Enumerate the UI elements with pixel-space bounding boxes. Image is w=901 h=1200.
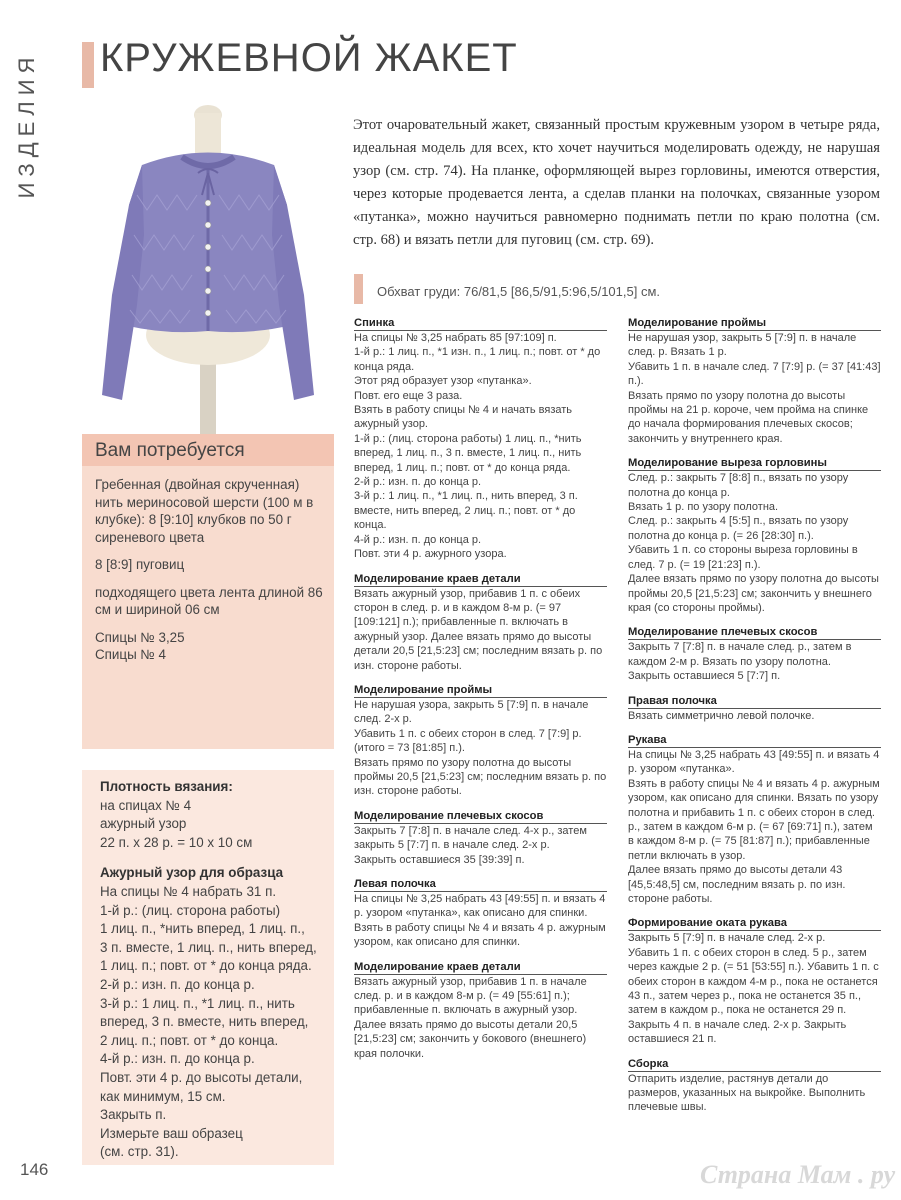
instruction-paragraph: Закрыть 5 [7:9] п. в начале след. 2-х р. — [628, 932, 826, 945]
text-line: 2-й р.: изн. п. до конца р. — [100, 976, 255, 992]
text-line: Повт. эти 4 р. до высоты детали, — [100, 1069, 303, 1085]
instructions-column-2 — [354, 316, 607, 1061]
instruction-paragraph: Закрыть оставшиеся 5 [7:7] п. — [628, 670, 781, 683]
bust-size: Обхват груди: 76/81,5 [86,5/91,5:96,5/101,5] см. — [377, 284, 661, 299]
instruction-paragraph: Вязать ажурный узор, прибавив 1 п. в начале след. р. и в каждом 8-м р. (= 49 [55:61] п.); прибавленные п. включать в ажурный узор. Далее вязать прямо до высоты детали 20,5 [21,5:23] см; закончить у бокового (внешнего) края полочки. — [354, 975, 587, 1060]
instruction-paragraph: Убавить 1 п. со стороны выреза горловины в след. 7 р. (= 19 [21:23] п.). — [628, 544, 858, 571]
section-heading: Моделирование краев детали — [354, 960, 607, 975]
gauge-content — [100, 778, 332, 1162]
text-line: 4-й р.: изн. п. до конца р. — [100, 1051, 255, 1067]
text-line: 2 лиц. п.; повт. от * до конца. — [100, 1032, 279, 1048]
materials-heading-bar — [82, 434, 334, 466]
instruction-paragraph: Вязать прямо по узору полотна до высоты проймы на 21 р. короче, чем пройма на спинке до начала формирования плечевых скосов; закончить у внутреннего края. — [628, 389, 869, 445]
instruction-paragraph: 3-й р.: 1 лиц. п., *1 лиц. п., нить вперед, 3 п. вместе, нить вперед, 2 лиц. п.; повт. от * до конца. — [354, 490, 578, 532]
instruction-paragraph: 4-й р.: изн. п. до конца р. — [354, 533, 482, 546]
intro-text: Этот очаровательный жакет, связанный простым кружевным узором в четыре ряда, идеальная модель для всех, кто хочет научиться моделировать одежду, не нарушая узор (см. стр. 74). На планке, оформляющей вырез горловины, имеются отверстия, через которые продевается лента, а сделав планки на полочках, связанные узором «путанка», можно научиться равномерно поднимать петли по краю полотна (см. стр. 68) и вязать петли для пуговиц (см. стр. 69). — [353, 117, 880, 248]
instruction-paragraph: 1-й р.: (лиц. сторона работы) 1 лиц. п., *нить вперед, 1 лиц. п., 3 п. вместе, 1 лиц. п., нить вперед, 1 лиц. п.; повт. от * до конца ряда. — [354, 432, 582, 474]
text-line: Закрыть п. — [100, 1107, 167, 1123]
section-heading: Правая полочка — [628, 694, 881, 709]
section-heading: Моделирование плечевых скосов — [628, 625, 881, 640]
instruction-paragraph: Взять в работу спицы № 4 и вязать 4 р. ажурным узором, как описано для спинки. Вязать по узору полотна и прибавить 1 п. с обеих сторон в след. р., затем в каждом 6-м р. (= 67 [69:71] п.), затем в каждом 8-м р. (= 75 [81:87] п.); прибавленные петли включать в узор. — [628, 777, 880, 862]
instruction-paragraph: След. р.: закрыть 4 [5:5] п., вязать по узору полотна до конца р. (= 26 [28:30] п.). — [628, 515, 849, 542]
section-label — [14, 40, 44, 210]
text-line: вперед, 3 п. вместе, нить вперед, — [100, 1014, 309, 1030]
section-heading: Левая полочка — [354, 877, 607, 892]
section-heading: Моделирование проймы — [628, 316, 881, 331]
materials-item: подходящего цвета лента длиной 86 см и шириной 06 см — [95, 584, 323, 617]
bust-accent-bar — [354, 274, 363, 304]
section-heading: Моделирование выреза горловины — [628, 456, 881, 471]
section-heading: Моделирование плечевых скосов — [354, 809, 607, 824]
gauge-lines — [100, 797, 332, 853]
instruction-paragraph: Вязать симметрично левой полочке. — [628, 709, 815, 722]
instruction-paragraph: Закрыть 7 [7:8] п. в начале след. 4-х р., затем закрыть 5 [7:7] п. в начале след. 2-х р. — [354, 824, 587, 852]
page-title: КРУЖЕВНОЙ ЖАКЕТ — [100, 36, 518, 80]
instruction-paragraph: Не нарушая узора, закрыть 5 [7:9] п. в начале след. 2-х р. — [354, 698, 589, 726]
instruction-paragraph: 2-й р.: изн. п. до конца р. — [354, 476, 482, 489]
section-heading: Формирование оката рукава — [628, 916, 881, 931]
instruction-paragraph: 1-й р.: 1 лиц. п., *1 изн. п., 1 лиц. п.; повт. от * до конца ряда. — [354, 346, 601, 373]
instruction-paragraph: На спицы № 3,25 набрать 43 [49:55] п. и вязать 4 р. узором «путанка». — [628, 748, 880, 776]
instruction-paragraph: Далее вязать прямо до высоты детали 43 [45,5:48,5] см, последним вязать р. по изн. стороне работы. — [628, 864, 846, 905]
instruction-paragraph: Повт. его еще 3 раза. — [354, 389, 463, 402]
section-heading: Моделирование проймы — [354, 683, 607, 698]
text-line: на спицах № 4 — [100, 797, 192, 813]
materials-list — [95, 476, 327, 674]
text-line: Измерьте ваш образец — [100, 1125, 243, 1141]
text-line: 3-й р.: 1 лиц. п., *1 лиц. п., нить — [100, 995, 295, 1011]
materials-item: Спицы № 3,25 Спицы № 4 — [95, 629, 185, 662]
instruction-paragraph: Закрыть оставшиеся 35 [39:39] п. — [354, 853, 525, 866]
instruction-paragraph: Убавить 1 п. в начале след. 7 [7:9] р. (= 37 [41:43] п.). — [628, 360, 881, 388]
text-line: 1 лиц. п., *нить вперед, 1 лиц. п., — [100, 921, 305, 937]
instruction-paragraph: На спицы № 3,25 набрать 85 [97:109] п. — [354, 332, 557, 344]
jacket-photo — [82, 95, 334, 435]
instruction-paragraph: Взять в работу спицы № 4 и вязать 4 р. ажурным узором, как описано для спинки. — [354, 921, 606, 949]
instruction-paragraph: Убавить 1 п. с обеих сторон в след. 5 р., затем через каждые 2 р. (= 51 [53:55] п.). Убавить 1 п. с обеих сторон в каждом 4-м р., пока не останется 43 п., затем через р., пока не останется 35 п., затем в каждом р., пока не останется 29 п. Закрыть 4 п. в начале след. 2-х р. Закрыть оставшиеся 21 п. — [628, 946, 879, 1046]
text-line: На спицы № 4 набрать 31 п. — [100, 883, 277, 899]
section-heading: Спинка — [354, 316, 607, 331]
text-line: 22 п. х 28 р. = 10 х 10 см — [100, 834, 253, 850]
text-line: 3 п. вместе, 1 лиц. п., нить вперед, — [100, 939, 317, 955]
instruction-paragraph: Взять в работу спицы № 4 и начать вязать ажурный узор. — [354, 404, 573, 431]
text-line: 1 лиц. п.; повт. от * до конца ряда. — [100, 958, 312, 974]
text-line: (см. стр. 31). — [100, 1144, 179, 1160]
instruction-paragraph: Этот ряд образует узор «путанка». — [354, 375, 532, 388]
instruction-paragraph: Не нарушая узор, закрыть 5 [7:9] п. в начале след. р. Вязать 1 р. — [628, 332, 857, 359]
materials-item: Гребенная (двойная скрученная) нить мериносовой шерсти (100 м в клубке): 8 [9:10] клубков по 50 г сиреневого цвета — [95, 477, 314, 545]
instructions-column-3 — [628, 316, 881, 1115]
sample-lines — [100, 883, 332, 1162]
section-text: ИЗДЕЛИЯ — [14, 51, 39, 199]
instruction-paragraph: Повт. эти 4 р. ажурного узора. — [354, 548, 507, 561]
instruction-paragraph: На спицы № 3,25 набрать 43 [49:55] п. и вязать 4 р. узором «путанка», как описано для спинки. — [354, 893, 606, 920]
instruction-paragraph: Вязать прямо по узору полотна до высоты проймы 20,5 [21,5:23] см; последним вязать р. по изн. стороне работы. — [354, 756, 607, 798]
section-heading: Рукава — [628, 733, 881, 748]
materials-heading: Вам потребуется — [95, 440, 245, 461]
materials-item: 8 [8:9] пуговиц — [95, 557, 185, 572]
instruction-paragraph: Вязать ажурный узор, прибавив 1 п. с обеих сторон в след. р. и в каждом 8-м р. (= 97 [109:121] п.); прибавленные п. включать в ажурный узор. Далее вязать прямо до высоты детали 20,5 [21,5:23] см; последним вязать р. по изн. стороне работы. — [354, 587, 603, 672]
text-line: 1-й р.: (лиц. сторона работы) — [100, 902, 281, 918]
instruction-paragraph: След. р.: закрыть 7 [8:8] п., вязать по узору полотна до конца р. — [628, 472, 849, 499]
instruction-paragraph: Закрыть 7 [7:8] п. в начале след. р., затем в каждом 2-м р. Вязать по узору полотна. — [628, 641, 852, 668]
watermark: Страна Мам . ру — [700, 1160, 896, 1189]
text-line: как минимум, 15 см. — [100, 1088, 226, 1104]
title-accent-bar — [82, 42, 94, 88]
page-number: 146 — [20, 1160, 49, 1179]
section-heading: Сборка — [628, 1057, 881, 1072]
instruction-paragraph: Отпарить изделие, растянув детали до размеров, указанных на выкройке. Выполнить плечевые швы. — [628, 1072, 866, 1114]
instruction-paragraph: Далее вязать прямо по узору полотна до высоты проймы 20,5 [21,5:23] см; закончить у внешнего края (со стороны проймы). — [628, 573, 879, 614]
instruction-paragraph: Убавить 1 п. с обеих сторон в след. 7 [7:9] р. (итого = 73 [81:85] п.). — [354, 727, 582, 755]
gauge-heading: Плотность вязания: — [100, 779, 233, 794]
text-line: ажурный узор — [100, 816, 187, 832]
section-heading: Моделирование краев детали — [354, 572, 607, 587]
instruction-paragraph: Вязать 1 р. по узору полотна. — [628, 501, 779, 514]
sample-heading: Ажурный узор для образца — [100, 865, 284, 881]
